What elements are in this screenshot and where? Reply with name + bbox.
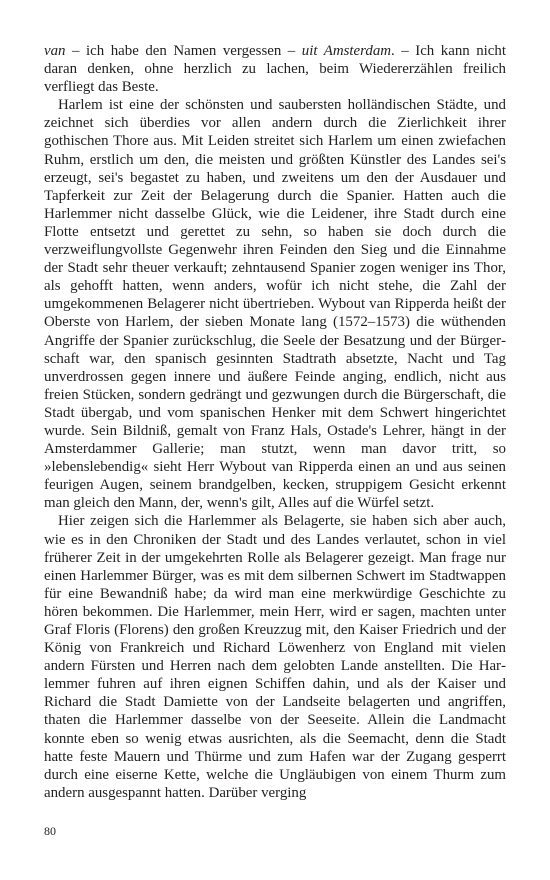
paragraph-3: Hier zeigen sich die Harlemmer als Belagerte, sie haben sich aber auch, wie es in den Chroniken der Stadt und des Landes verlautet, schon in viel früherer Zeit in der umgekehrten Rolle als Belagerer gezeigt. Man frage nur einen Harlemmer Bürger, was es mit dem silbernen Schwert im Stadtwappen für eine Bewandniß habe; da wird man eine merkwürdige Geschichte zu hören bekommen. Die Harlemmer, mein Herr, wird er sagen, machten unter Graf Floris (Florens) den großen Kreuzzug mit, den Kaiser Friedrich und der König von Frankreich und Richard Löwenherz von England mit vielen andern Fürsten und Herren nach dem gelobten Lande anstellten. Die Harlemmer fuhren auf ihren eignen Schiffen dahin, und als der Kaiser und Richard die Stadt Damiette von der Landseite belagerten und angriffen, thaten die Harlemmer dasselbe von der Seeseite. Allein die Landmacht konnte eben so wenig etwas ausrichten, als die Seemacht, denn die Stadt hatte feste Mauern und Thürme und zum Hafen war der Zugang gesperrt durch eine eiserne Kette, welche die Ungläubigen von einem Thurm zum andern ausgespannt hatten. Darüber verging [44, 513, 506, 801]
page-number: 80 [44, 824, 56, 838]
paragraph-2: Harlem ist eine der schönsten und saubersten holländischen Städte, und zeichnet sich überdies vor allen andern durch die Zierlichkeit ihrer gothischen Thore aus. Mit Leiden streitet sich Harlem um einen zwiefachen Ruhm, erstlich um den, die meisten und größten Künstler des Landes sei's erzeugt, sei's begastet zu haben, und zweitens um den der Ausdauer und Tapferkeit zur Zeit der Belagerung durch die Spanier. Hatten auch die Harlemmer nicht dasselbe Glück, wie die Leidener, ihre Stadt durch eine Flotte entsetzt und gerettet zu sehn, so haben sie doch durch die verzweiflungvollste Gegenwehr ihren Feinden den Sieg und die Einnahme der Stadt sehr theuer verkauft; zehntausend Spanier zogen weniger ins Thor, als gehofft hatten, wenn anders, wofür ich nicht stehe, die Zahl der umgekommenen Belagerer nicht übertrieben. Wybout van Ripperda heißt der Oberste von Harlem, der sieben Monate lang (1572–1573) die wüthenden Angriffe der Spanier zurückschlug, die Seele der Besatzung und der Bürgerschaft war, den spanisch gesinnten Stadtrath absetzte, Nacht und Tag unverdrossen gegen innere und äußere Feinde anging, endlich, nicht aus freien Stücken, sondern gedrängt und gezwungen durch die Bürgerschaft, die Stadt übergab, und vom spanischen Henker mit dem Schwert hingerichtet wurde. Sein Bildniß, gemalt von Franz Hals, Ostade's Lehrer, hängt in der Amsterdammer Gallerie; man stutzt, wenn man davor tritt, so »lebenslebendig« sieht Herr Wybout van Ripperda einen an und aus seinen feurigen Augen, seinem brandgelben, kecken, struppigem Gesicht erkennt man gleich den Mann, der, wenn's gilt, Alles auf die Würfel setzt. [44, 97, 506, 512]
paragraph-1: van – ich habe den Namen vergessen – uit Amsterdam. – Ich kann nicht daran denken, ohne herzlich zu lachen, beim Wiedererzählen freilich verfliegt das Beste. [44, 43, 507, 96]
page-text [44, 42, 506, 802]
